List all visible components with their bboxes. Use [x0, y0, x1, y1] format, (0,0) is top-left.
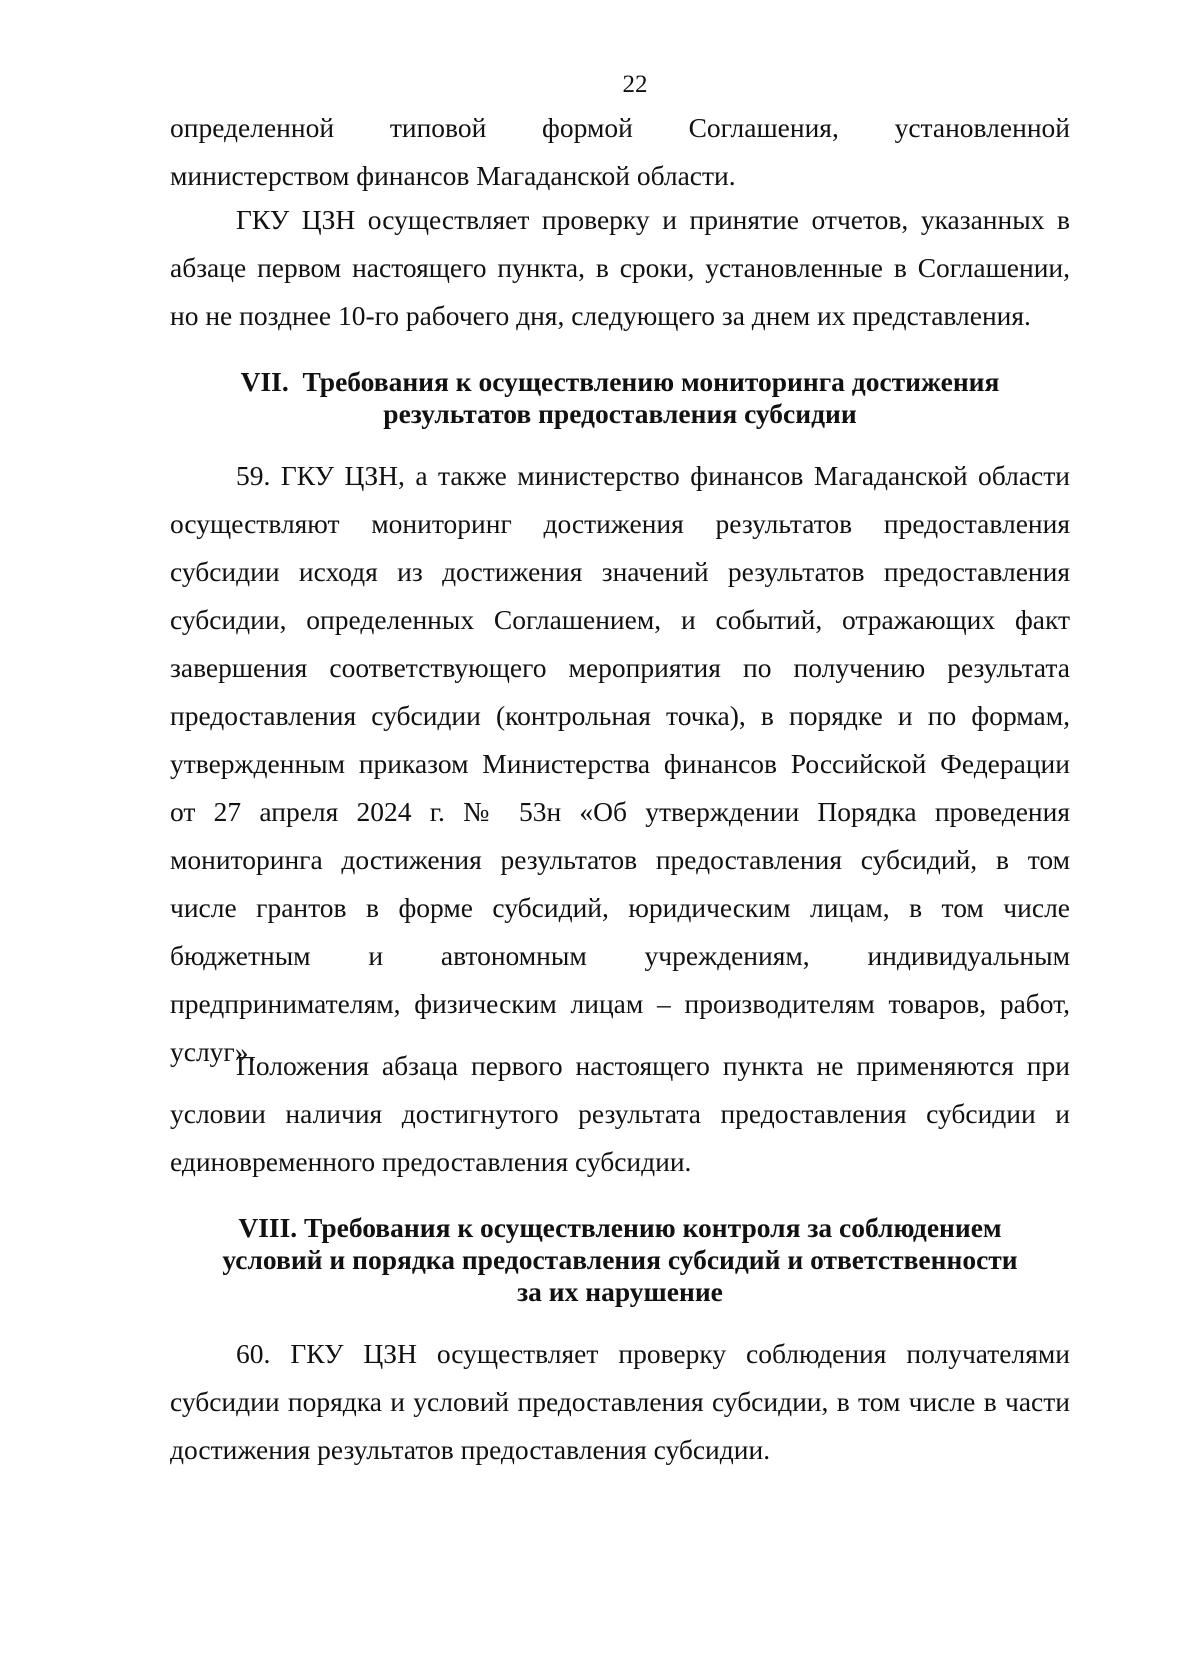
- text-line: завершения соответствующего мероприятия по получению результата: [170, 652, 1070, 683]
- text-line: числе грантов в форме субсидий, юридическим лицам, в том числе: [170, 892, 1070, 923]
- text-line: бюджетным и автономным учреждениям, индивидуальным: [170, 940, 1070, 971]
- report-check-paragraph: [170, 196, 1070, 340]
- text-line: Положения абзаца первого настоящего пункта не применяются при: [236, 1050, 1070, 1081]
- text-line: но не позднее 10-го рабочего дня, следующего за днем их представления.: [170, 300, 1031, 331]
- text-line: условии наличия достигнутого результата предоставления субсидии и: [170, 1098, 1070, 1129]
- text-line: субсидии порядка и условий предоставления субсидии, в том числе в части: [170, 1386, 1070, 1417]
- text-line: субсидии исходя из достижения значений результатов предоставления: [170, 556, 1070, 587]
- heading-line: условий и порядка предоставления субсидий и ответственности: [222, 1244, 1018, 1275]
- text-line: предпринимателям, физическим лицам – производителям товаров, работ,: [170, 988, 1070, 1019]
- heading-line: за их нарушение: [517, 1276, 723, 1307]
- intro-paragraph: [170, 104, 1070, 200]
- text-line: 59. ГКУ ЦЗН, а также министерство финансов Магаданской области: [236, 460, 1070, 491]
- text-line: предоставления субсидии (контрольная точка), в порядке и по формам,: [170, 700, 1070, 731]
- text-line: министерством финансов Магаданской области.: [170, 160, 736, 191]
- text-line: утвержденным приказом Министерства финансов Российской Федерации: [170, 748, 1070, 779]
- text-line: мониторинга достижения результатов предоставления субсидий, в том: [170, 844, 1070, 875]
- text-line: 60. ГКУ ЦЗН осуществляет проверку соблюдения получателями: [236, 1338, 1070, 1369]
- text-line: абзаце первом настоящего пункта, в сроки, установленные в Соглашении,: [170, 252, 1070, 283]
- text-line: от 27 апреля 2024 г. № 53н «Об утверждении Порядка проведения: [170, 796, 1070, 827]
- heading-line: результатов предоставления субсидии: [383, 398, 857, 429]
- heading-line: VIII. Требования к осуществлению контроля за соблюдением: [238, 1212, 1002, 1243]
- text-line: субсидии, определенных Соглашением, и событий, отражающих факт: [170, 604, 1070, 635]
- text-line: ГКУ ЦЗН осуществляет проверку и принятие отчетов, указанных в: [236, 204, 1070, 235]
- paragraph-59-note: [170, 1042, 1070, 1186]
- page-number: 22: [622, 71, 648, 98]
- paragraph-60: [170, 1330, 1070, 1474]
- heading-line: VII. Требования к осуществлению мониторинга достижения: [240, 366, 1000, 397]
- text-line: определенной типовой формой Соглашения, установленной: [170, 112, 1070, 143]
- paragraph-59: [170, 452, 1070, 1076]
- text-line: услуг».: [170, 1036, 256, 1067]
- text-line: осуществляют мониторинг достижения результатов предоставления: [170, 508, 1070, 539]
- text-line: единовременного предоставления субсидии.: [170, 1146, 692, 1177]
- text-line: достижения результатов предоставления субсидии.: [170, 1434, 771, 1465]
- section-8-heading: [0, 1212, 1200, 1308]
- section-7-heading: [0, 366, 1200, 430]
